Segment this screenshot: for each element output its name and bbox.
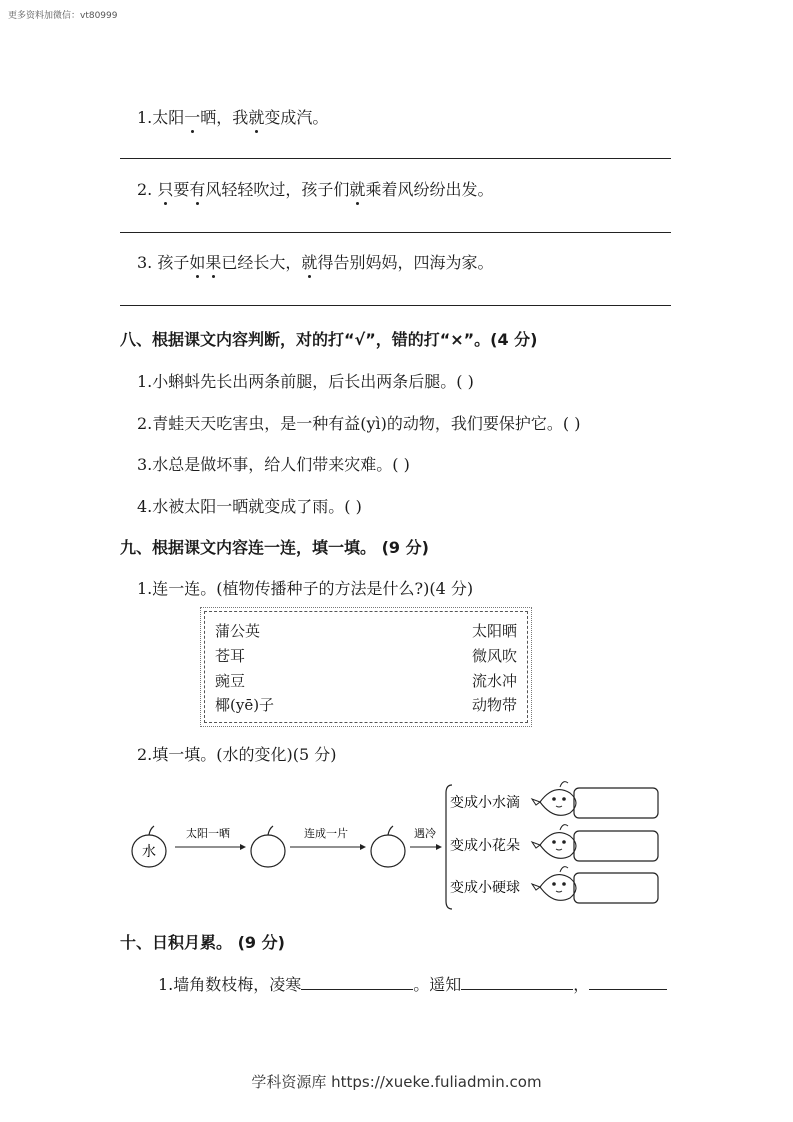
arrow-head-icon [436, 844, 442, 850]
q8-item-3: 3.水总是做坏事，给人们带来灾难。( ) [137, 455, 410, 474]
answer-line-1[interactable] [120, 158, 671, 159]
q10-title: 十、日积月累。 (9 分) [120, 933, 285, 952]
plant-item[interactable]: 蒲公英 [215, 622, 261, 640]
number: 3. [137, 253, 158, 272]
dotted-char: 有 [189, 180, 206, 199]
poem-text: 1.墙角数枝梅，凌寒 [158, 975, 302, 994]
q8-item-2: 2.青蛙天天吃害虫，是一种有益(yì)的动物，我们要保护它。( ) [137, 414, 581, 433]
arrow-head-icon [240, 844, 246, 850]
match-row-4 [205, 694, 527, 718]
change-label: 变成小花朵 [450, 838, 520, 854]
method-item[interactable]: 微风吹 [471, 647, 517, 665]
dotted-char: 如 [189, 253, 206, 272]
text: 孩子 [157, 253, 190, 272]
dotted-char: 果 [205, 253, 222, 272]
arrow-label: 遇冷 [414, 827, 436, 840]
dotted-char: 就 [349, 180, 366, 199]
answer-box[interactable] [574, 831, 658, 861]
answer-line-3[interactable] [120, 305, 671, 306]
arrow-label: 连成一片 [304, 827, 348, 840]
cartoon-face-icon [532, 782, 576, 816]
plant-item[interactable]: 豌豆 [215, 672, 246, 690]
q8-title: 八、根据课文内容判断，对的打“√”，错的打“×”。(4 分) [120, 330, 538, 349]
poem-text: 。遥知 [413, 975, 462, 994]
dotted-char: 就 [301, 253, 318, 272]
dotted-char: 一 [184, 108, 201, 127]
q10-line-1 [158, 972, 667, 995]
q9-sub1: 1.连一连。(植物传播种子的方法是什么?)(4 分) [137, 579, 474, 598]
plant-item[interactable]: 苍耳 [215, 647, 246, 665]
q7-sentence-1 [137, 105, 328, 128]
match-row-3 [205, 670, 527, 694]
q7-sentence-3 [137, 250, 493, 273]
method-item[interactable]: 流水冲 [471, 672, 517, 690]
water-cycle-diagram [120, 775, 680, 915]
text: 得告别妈妈，四海为家。 [317, 253, 494, 272]
text: 已经长大， [221, 253, 302, 272]
q8-item-1: 1.小蝌蚪先长出两条前腿，后长出两条后腿。( ) [137, 372, 474, 391]
method-item[interactable]: 太阳晒 [471, 622, 517, 640]
q9-title: 九、根据课文内容连一连，填一填。 (9 分) [120, 538, 429, 557]
change-label: 变成小水滴 [450, 795, 520, 811]
cartoon-face-icon [532, 867, 576, 901]
arrow-head-icon [360, 844, 366, 850]
match-row-1 [205, 620, 527, 644]
q9-sub2: 2.填一填。(水的变化)(5 分) [137, 745, 337, 764]
text: 晒，我 [200, 108, 249, 127]
dotted-char: 就 [248, 108, 265, 127]
text: 太阳 [152, 108, 185, 127]
apple-icon [371, 826, 405, 867]
fill-blank[interactable] [589, 975, 667, 990]
text: 变成汽。 [264, 108, 329, 127]
dotted-char: 只 [157, 180, 174, 199]
text: 乘着风纷纷出发。 [365, 180, 494, 199]
q8-item-4: 4.水被太阳一晒就变成了雨。( ) [137, 497, 362, 516]
cartoon-face-icon [532, 825, 576, 859]
fill-blank[interactable] [461, 975, 573, 990]
answer-line-2[interactable] [120, 232, 671, 233]
watermark-text: 更多资料加微信：vt80999 [8, 11, 118, 21]
arrow-label: 太阳一晒 [186, 827, 230, 840]
match-row-2 [205, 645, 527, 669]
answer-box[interactable] [574, 788, 658, 818]
number: 1. [137, 108, 153, 127]
number: 2. [137, 180, 158, 199]
fill-blank[interactable] [301, 975, 413, 990]
footer-source: 学科资源库 https://xueke.fuliadmin.com [251, 1073, 542, 1091]
poem-text: ， [573, 975, 590, 994]
method-item[interactable]: 动物带 [471, 696, 517, 714]
matching-box [204, 611, 528, 723]
text: 要 [173, 180, 190, 199]
plant-item[interactable]: 椰(yē)子 [215, 696, 275, 714]
q7-sentence-2 [137, 177, 493, 200]
change-label: 变成小硬球 [450, 880, 520, 896]
answer-box[interactable] [574, 873, 658, 903]
apple-icon [251, 826, 285, 867]
start-label: 水 [142, 844, 156, 860]
text: 风轻轻吹过，孩子们 [205, 180, 350, 199]
